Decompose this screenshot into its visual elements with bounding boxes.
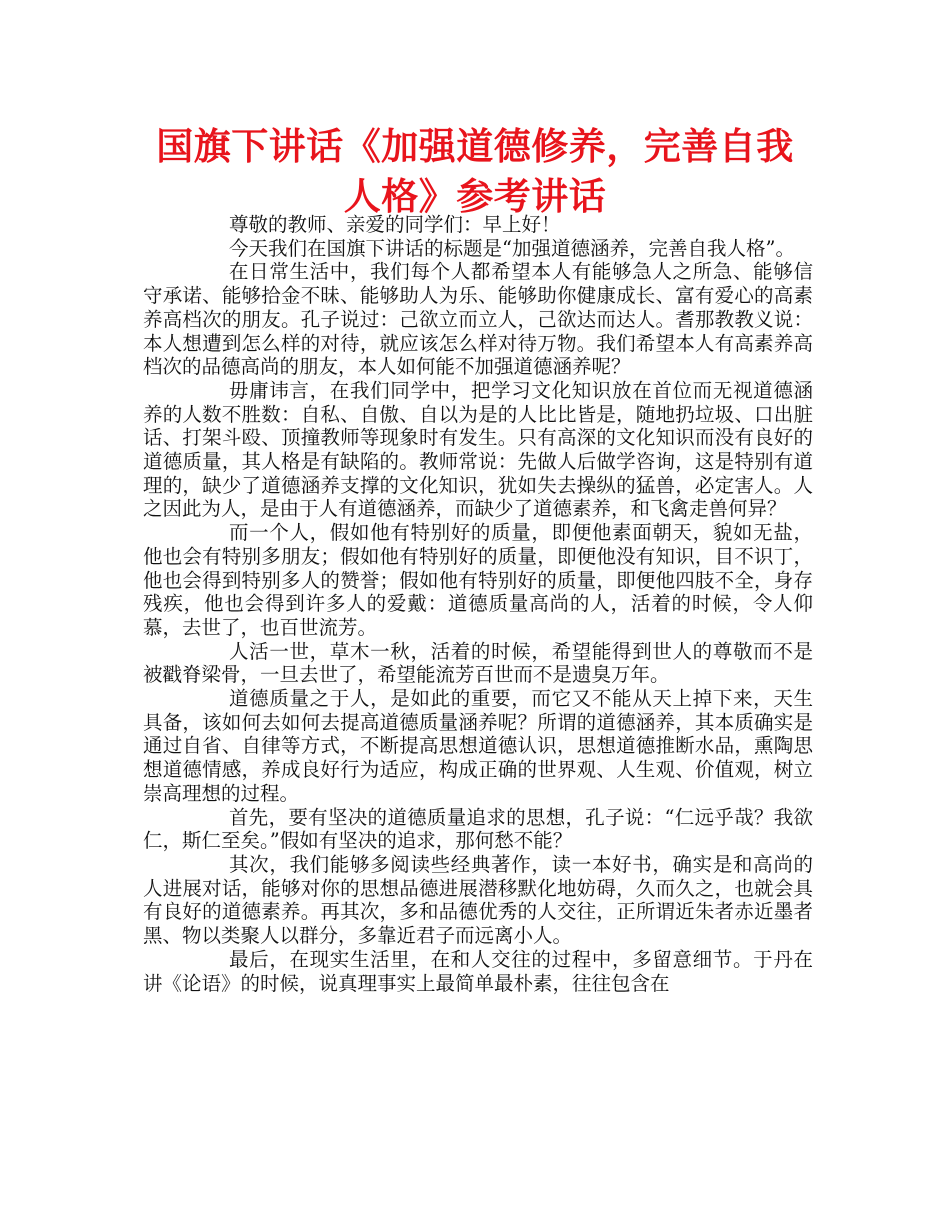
paragraph: 道德质量之于人，是如此的重要，而它又不能从天上掉下来，天生具备，该如何去如何去提高道德质量涵养呢？所谓的道德涵养，其本质确实是通过自省、自律等方式，不断提高思想道德认识，思想道德推断水品，熏陶思想道德情感，养成良好行为适应，构成正确的世界观、人生观、价值观，树立崇高理想的过程。 [143, 687, 813, 805]
paragraph: 其次，我们能够多阅读些经典著作，读一本好书，确实是和高尚的人进展对话，能够对你的思想品德进展潜移默化地妨碍，久而久之，也就会具有良好的道德素养。再其次，多和品德优秀的人交往，正所谓近朱者赤近墨者黑、物以类聚人以群分，多靠近君子而远离小人。 [143, 852, 813, 948]
paragraph: 最后，在现实生活里，在和人交往的过程中，多留意细节。于丹在讲《论语》的时候，说真理事实上最简单最朴素，往往包含在 [143, 947, 813, 995]
document-body [143, 213, 813, 995]
paragraph-greeting: 尊敬的教师、亲爱的同学们：早上好！ [229, 213, 561, 236]
paragraph: 首先，要有坚决的道德质量追求的思想，孔子说：“仁远乎哉？我欲仁，斯仁至矣。”假如有坚决的追求，那何愁不能？ [143, 805, 813, 853]
paragraph: 在日常生活中，我们每个人都希望本人有能够急人之所急、能够信守承诺、能够拾金不昧、能够助人为乐、能够助你健康成长、富有爱心的高素养高档次的朋友。孔子说过：己欲立而立人，己欲达而达人。耆那教教义说：本人想遭到怎么样的对待，就应该怎么样对待万物。我们希望本人有高素养高档次的品德高尚的朋友，本人如何能不加强道德涵养呢？ [143, 260, 813, 379]
paragraph: 人活一世，草木一秋，活着的时候，希望能得到世人的尊敬而不是被戳脊梁骨，一旦去世了，希望能流芳百世而不是遗臭万年。 [143, 639, 813, 687]
paragraph: 而一个人，假如他有特别好的质量，即便他素面朝天，貌如无盐，他也会有特别多朋友；假如他有特别好的质量，即便他没有知识，目不识丁，他也会得到特别多人的赞誉；假如他有特别好的质量，即便他四肢不全，身存残疾，他也会得到许多人的爱戴：道德质量高尚的人，活着的时候，令人仰慕，去世了，也百世流芳。 [143, 521, 813, 639]
paragraph-topic: 今天我们在国旗下讲话的标题是“加强道德涵养，完善自我人格”。 [229, 236, 795, 260]
paragraph: 毋庸讳言，在我们同学中，把学习文化知识放在首位而无视道德涵养的人数不胜数：自私、自傲、自以为是的人比比皆是，随地扔垃圾、口出脏话、打架斗殴、顶撞教师等现象时有发生。只有高深的文化知识而没有良好的道德质量，其人格是有缺陷的。教师常说：先做人后做学咨询，这是特别有道理的，缺少了道德涵养支撑的文化知识，犹如失去操纵的猛兽，必定害人。人之因此为人，是由于人有道德涵养，而缺少了道德素养，和飞禽走兽何异？ [143, 378, 813, 521]
document-title: 国旗下讲话《加强道德修养，完善自我人格》参考讲话 [156, 125, 794, 218]
